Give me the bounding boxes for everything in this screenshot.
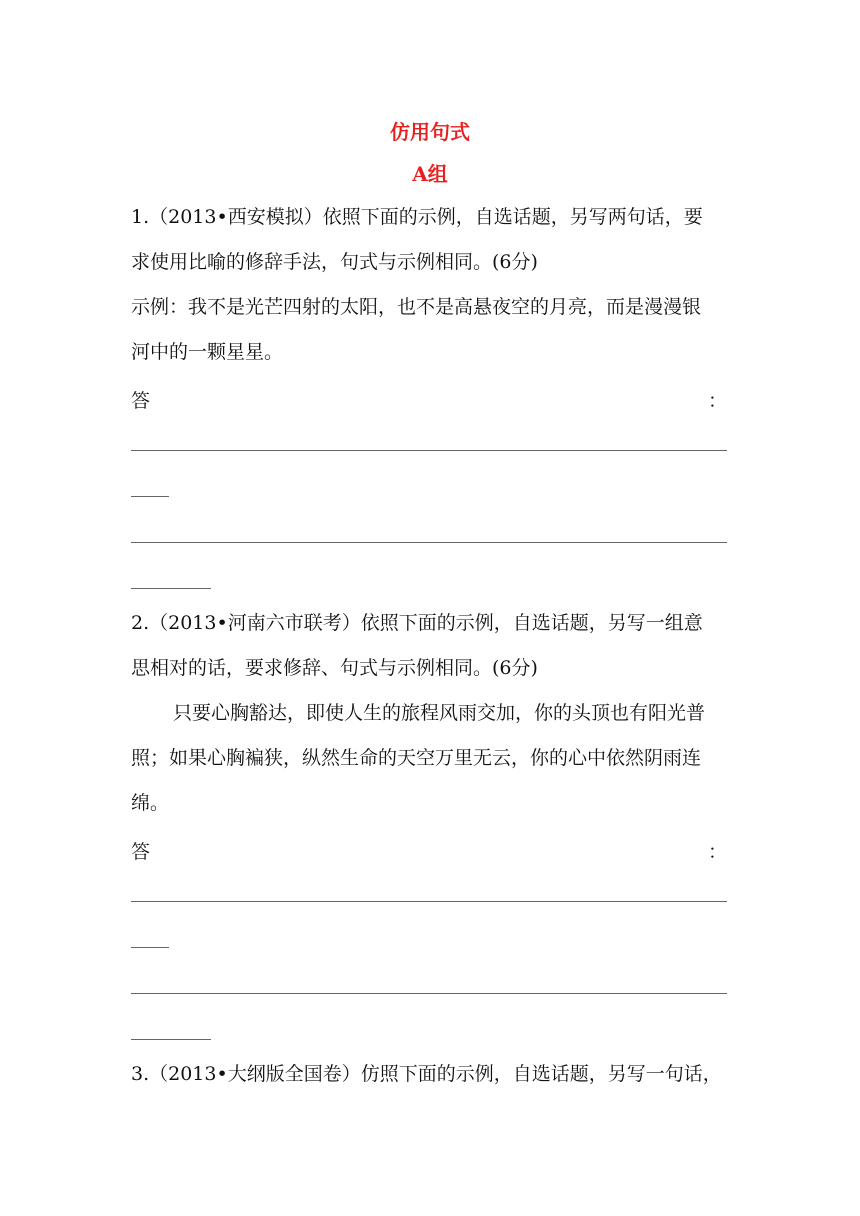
q2-answer-line-end[interactable] (131, 1039, 211, 1040)
q2-example-line1: 只要心胸豁达，即使人生的旅程风雨交加，你的头顶也有阳光普 (173, 702, 706, 724)
q2-answer-line[interactable] (131, 901, 727, 902)
q1-answer-line-end[interactable] (131, 588, 211, 589)
q2-line2: 思相对的话，要求修辞、句式与示例相同。(6分) (131, 657, 538, 679)
q3-line1: 3.（2013•大纲版全国卷）仿照下面的示例，自选话题，另写一句话， (131, 1063, 722, 1085)
group-heading: A组 (412, 162, 448, 186)
q1-answer-label: 答 (131, 390, 151, 412)
q1-line1: 1.（2013•西安模拟）依照下面的示例，自选话题，另写两句话，要 (131, 206, 703, 228)
q2-answer-line[interactable] (131, 993, 727, 994)
document-title: 仿用句式 (390, 120, 470, 144)
q1-answer-line[interactable] (131, 450, 727, 451)
q2-answer-line-end[interactable] (131, 947, 169, 948)
q1-answer-line[interactable] (131, 542, 727, 543)
q1-example-line2: 河中的一颗星星。 (131, 341, 284, 363)
q2-answer-label: 答 (131, 841, 151, 863)
q1-answer-line-end[interactable] (131, 496, 169, 497)
q2-example-line2: 照；如果心胸褊狭，纵然生命的天空万里无云，你的心中依然阴雨连 (131, 747, 702, 769)
q2-example-line3: 绵。 (131, 792, 170, 814)
q2-line1: 2.（2013•河南六市联考）依照下面的示例，自选话题，另写一组意 (131, 612, 703, 634)
q1-example-line1: 示例：我不是光芒四射的太阳，也不是高悬夜空的月亮，而是漫漫银 (131, 296, 702, 318)
q1-line2: 求使用比喻的修辞手法，句式与示例相同。(6分) (131, 251, 538, 273)
q1-answer-colon: ： (708, 390, 728, 412)
q2-answer-colon: ： (708, 841, 728, 863)
